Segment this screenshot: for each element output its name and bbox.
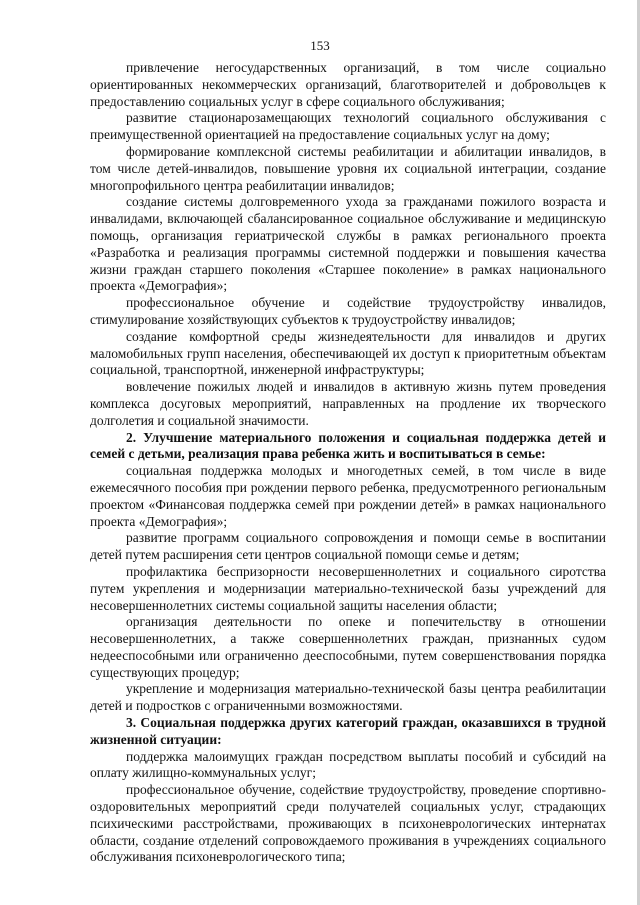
section-heading: 3. Социальная поддержка других категорий граждан, оказавшихся в трудной жизненной ситуации: (90, 715, 606, 747)
list-paragraph: профилактика беспризорности несовершеннолетних и социального сиротства путем укрепления и модернизации материально-технической базы учреждений для несовершеннолетних системы социальной защиты населения области; (90, 563, 606, 613)
list-paragraph: социальная поддержка молодых и многодетных семей, в том числе в виде ежемесячного пособия при рождении первого ребенка, предусмотренного региональным проектом «Финансовая поддержка семей при рождении детей» в рамках национального проекта «Демография»; (90, 463, 606, 529)
list-paragraph: поддержка малоимущих граждан посредством выплаты пособий и субсидий на оплату жилищно-коммунальных услуг; (90, 748, 606, 781)
document-body (90, 60, 606, 866)
list-paragraph: привлечение негосударственных организаций, в том числе социально ориентированных некоммерческих организаций, благотворителей и добровольцев к предоставлению социальных услуг в сфере социального обслуживания; (90, 60, 606, 109)
list-paragraph: организация деятельности по опеке и попечительству в отношении несовершеннолетних, а также совершеннолетних граждан, признанных судом недееспособными или ограниченно дееспособными, путем совершенствования порядка существующих процедур; (90, 614, 606, 680)
section-heading: 2. Улучшение материального положения и социальная поддержка детей и семей с детьми, реализация права ребенка жить и воспитываться в семье: (90, 429, 606, 462)
list-paragraph: вовлечение пожилых людей и инвалидов в активную жизнь путем проведения комплекса досуговых мероприятий, направленных на продление их творческого долголетия и социальной значимости. (90, 379, 606, 428)
list-paragraph: создание комфортной среды жизнедеятельности для инвалидов и других маломобильных групп населения, обеспечивающей их доступ к приоритетным объектам социальной, транспортной, инженерной инфраструктуры; (90, 328, 606, 378)
list-paragraph: профессиональное обучение и содействие трудоустройству инвалидов, стимулирование хозяйствующих субъектов к трудоустройству инвалидов; (90, 295, 606, 327)
list-paragraph: формирование комплексной системы реабилитации и абилитации инвалидов, в том числе детей-инвалидов, повышение уровня их социальной интеграции, создание многопрофильного центра реабилитации инвалидов; (90, 143, 606, 193)
list-paragraph: развитие программ социального сопровождения и помощи семье в воспитании детей путем расширения сети центров социальной помощи семье и детям; (90, 530, 606, 563)
list-paragraph: развитие стационарозамещающих технологий социального обслуживания с преимущественной ориентацией на предоставление социальных услуг на дому; (90, 110, 606, 143)
list-paragraph: укрепление и модернизация материально-технической базы центра реабилитации детей и подростков с ограниченными возможностями. (90, 681, 606, 714)
list-paragraph: профессиональное обучение, содействие трудоустройству, проведение спортивно-оздоровительных мероприятий среди получателей социальных услуг, страдающих психическими расстройствами, проживающих в психоневрологических интернатах области, создание отделений сопровождаемого проживания в учреждениях социального обслуживания психоневрологического типа; (90, 782, 606, 865)
page-number: 153 (310, 38, 330, 53)
list-paragraph: создание системы долговременного ухода за гражданами пожилого возраста и инвалидами, включающей сбалансированное социальное обслуживание и медицинскую помощь, организация гериатрической службы в рамках регионального проекта «Разработка и реализация программы системной поддержки и повышения качества жизни граждан старшего поколения «Старшее поколение» в рамках национального проекта «Демография»; (90, 194, 606, 294)
